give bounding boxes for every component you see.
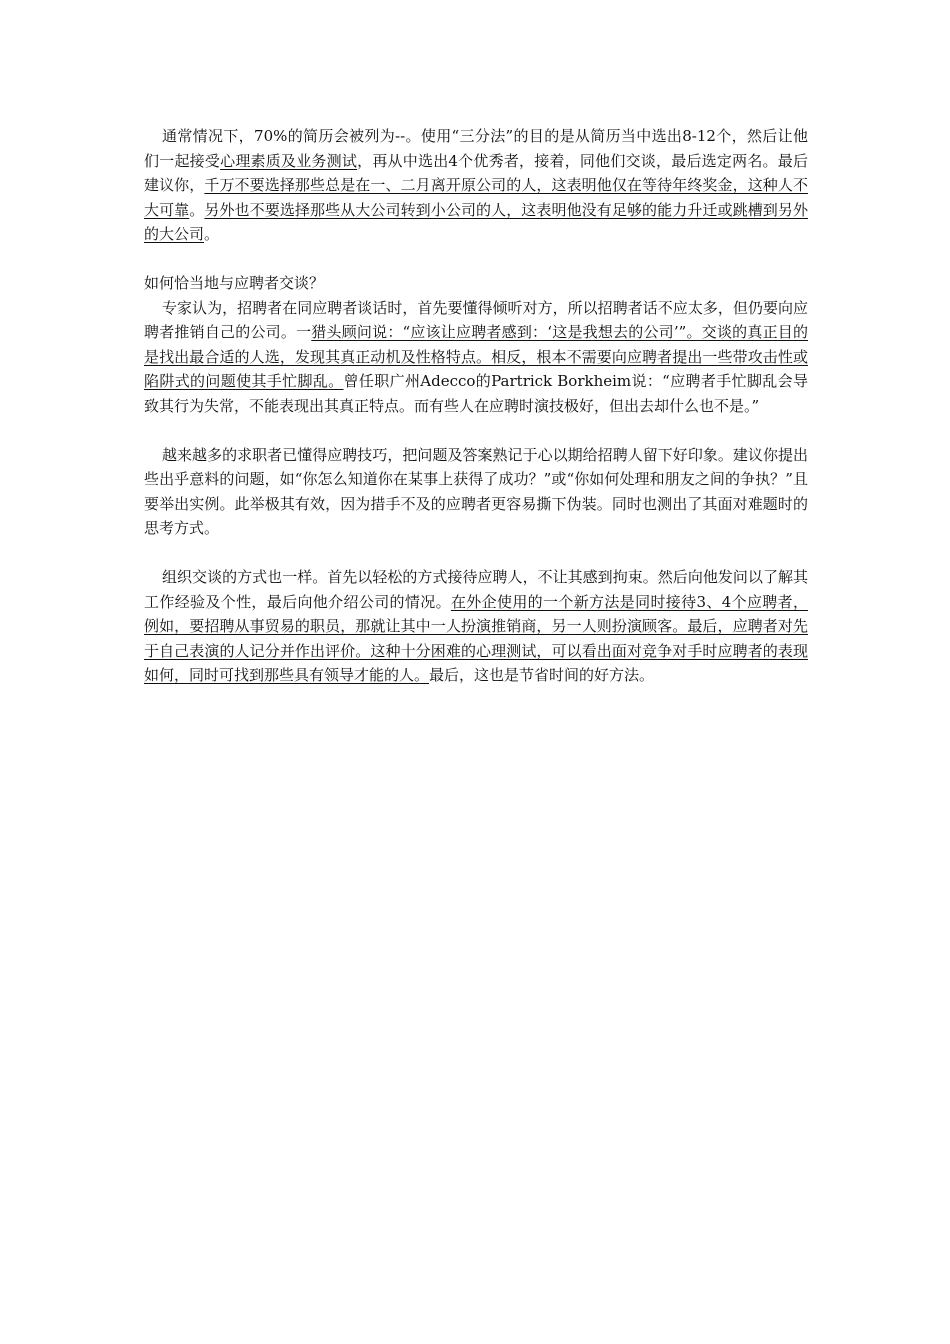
blank-line <box>144 418 808 443</box>
blank-line <box>144 247 808 272</box>
text-segment: 通常情况下，70%的简历会被列为--。使用“三分法”的目的是从简历当中选出8-12个，然后让他们一起接受 <box>144 127 808 170</box>
text-segment: 专家认为，招聘者在同应聘者谈话时，首先要懂得倾听对方，所以招聘者话不应太多，但仍要向应聘者推销自己的公司。一 <box>144 298 808 341</box>
text-segment: 。 <box>189 200 205 219</box>
underlined-text-segment: 千万不要选择那些总是在一、二月离开原公司的人，这表明他仅在等待年终奖金，这种人不大可靠 <box>144 176 808 219</box>
text-segment: 最后，这也是节省时间的好方法。 <box>429 666 655 684</box>
text-segment: 曾任职广州Adecco的Partrick Borkheim说：“应聘者手忙脚乱会导致其行为失常，不能表现出其真正特点。而有些人在应聘时演技极好，但出去却什么也不是。” <box>144 372 808 415</box>
paragraph-unexpected-questions <box>144 443 808 541</box>
section-heading <box>144 271 808 296</box>
paragraph-interview-organization <box>144 565 808 688</box>
blank-line <box>144 541 808 566</box>
text-segment: 组织交谈的方式也一样。首先以轻松的方式接待应聘人，不让其感到拘束。然后向他发问以了解其工作经验及个性，最后向他介绍公司的情况。 <box>144 568 808 611</box>
paragraph-expert-advice <box>144 296 808 419</box>
text-segment: ，再从中选出4个优秀者，接着，同他们交谈，最后选定两名。最后建议你， <box>144 151 808 194</box>
text-segment: 。 <box>204 225 220 243</box>
underlined-text-segment: 猎头顾问说：“应该让应聘者感到：‘这是我想去的公司’”。交谈的真正目的是找出最合适的人选，发现其真正动机及性格特点。相反，根本不需要向应聘者提出一些带攻击性或陷阱式的问题使其手忙脚乱。 <box>144 323 808 390</box>
text-segment: 越来越多的求职者已懂得应聘技巧，把问题及答案熟记于心以期给招聘人留下好印象。建议你提出些出乎意料的问题，如“你怎么知道你在某事上获得了成功？”或“你如何处理和朋友之间的争执？”且要举出实例。此举极其有效，因为措手不及的应聘者更容易撕下伪装。同时也测出了其面对难题时的思考方式。 <box>144 445 808 537</box>
underlined-text-segment: 另外也不要选择那些从大公司转到小公司的人，这表明他没有足够的能力升迁或跳槽到另外的大公司 <box>144 200 808 243</box>
document-body <box>144 124 808 688</box>
heading-text: 如何恰当地与应聘者交谈？ <box>144 274 325 292</box>
underlined-text-segment: 心理素质及业务测试 <box>220 151 358 170</box>
paragraph-resume-screening <box>144 124 808 247</box>
underlined-text-segment: 在外企使用的一个新方法是同时接待3、4个应聘者，例如，要招聘从事贸易的职员，那就让其中一人扮演推销商，另一人则扮演顾客。最后，应聘者对先于自己表演的人记分并作出评价。这种十分困难的心理测试，可以看出面对竞争对手时应聘者的表现如何，同时可找到那些具有领导才能的人。 <box>144 592 808 684</box>
